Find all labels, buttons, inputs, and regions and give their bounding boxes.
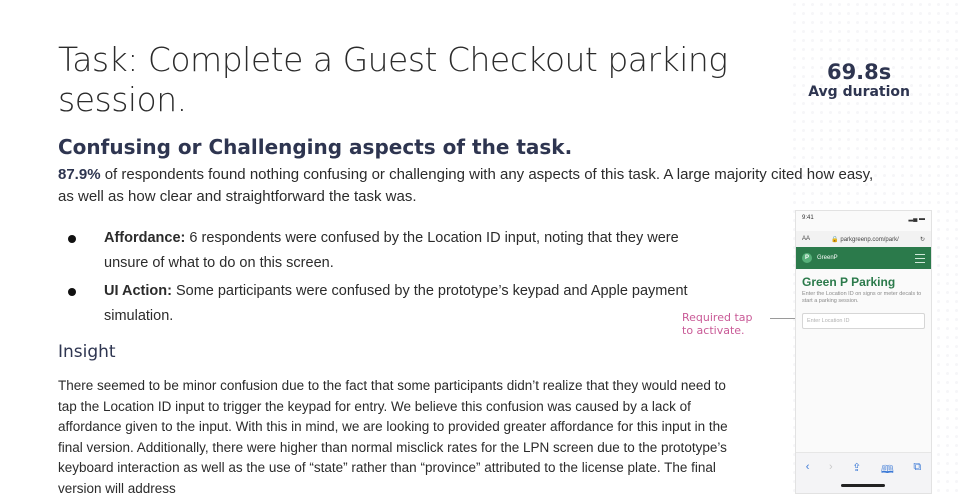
callout-annotation: Required tap to activate.	[682, 311, 753, 337]
list-item	[58, 279, 718, 329]
findings-list	[58, 226, 718, 332]
lead-paragraph	[58, 164, 878, 208]
brand-logo[interactable]	[802, 253, 838, 263]
stat-value: 69.8s	[826, 60, 892, 84]
app-description: Enter the Location ID on signs or meter decals to start a parking session.	[802, 291, 922, 304]
lead-percentage: 87.9%	[58, 166, 101, 183]
browser-address-bar[interactable]	[796, 231, 931, 247]
share-icon[interactable]: ⇪	[852, 462, 862, 474]
phone-status-bar	[796, 211, 931, 231]
insight-heading: Insight	[58, 342, 116, 362]
section-subheading: Confusing or Challenging aspects of the task.	[58, 135, 573, 159]
text-size-button[interactable]: AA	[802, 236, 811, 242]
app-nav-bar	[796, 247, 931, 269]
hamburger-menu-icon[interactable]	[915, 254, 925, 263]
bullet-text: 6 respondents were confused by the Location ID input, noting that they were unsure of what to do on this screen.	[104, 230, 679, 271]
brand-name: GreenP	[817, 255, 838, 261]
lead-text: of respondents found nothing confusing or challenging with any aspects of this task. A large majority cited how easy, as well as how clear and straightforward the task was.	[58, 166, 874, 205]
phone-time: 9:41	[802, 215, 814, 221]
back-icon[interactable]: ‹	[805, 461, 810, 473]
url-text: 🔒 parkgreenp.com/park/	[831, 236, 899, 243]
app-heading: Green P Parking	[802, 275, 896, 289]
signal-battery-icon: ▂▄ ▬	[908, 216, 925, 222]
bullet-icon	[68, 288, 76, 296]
tabs-icon[interactable]: ⧉	[913, 461, 922, 473]
phone-mockup	[795, 210, 932, 494]
bullet-label: Affordance:	[104, 230, 186, 246]
forward-icon[interactable]: ›	[828, 461, 833, 473]
avg-duration-stat	[808, 60, 910, 100]
bullet-icon	[68, 235, 76, 243]
logo-icon: P	[802, 253, 812, 263]
list-item	[58, 226, 718, 276]
bullet-text: Some participants were confused by the prototype’s keypad and Apple payment simulation.	[104, 283, 688, 324]
page-title: Task: Complete a Guest Checkout parking session.	[58, 40, 728, 119]
home-indicator	[841, 484, 885, 487]
callout-leader-line	[770, 318, 796, 319]
location-id-input[interactable]: Enter Location ID	[802, 313, 925, 329]
stat-label: Avg duration	[808, 84, 910, 100]
reload-icon[interactable]: ↻	[919, 236, 925, 243]
browser-toolbar	[796, 452, 931, 493]
insight-body: There seemed to be minor confusion due to the fact that some participants didn’t realize that they would need to tap the Location ID input to trigger the keypad for entry. We believe this confusion was caused by a lack of affordance given to the input. With this in mind, we are looking to provided greater affordance for this input in the final version. Additionally, there were higher than normal misclick rates for the LPN screen due to the prototype’s keyboard interaction as well as the use of “state” rather than “province” attributed to the license plate. The final version will address	[58, 378, 728, 496]
bullet-label: UI Action:	[104, 283, 172, 299]
bookmarks-icon[interactable]: 🕮	[880, 464, 894, 476]
